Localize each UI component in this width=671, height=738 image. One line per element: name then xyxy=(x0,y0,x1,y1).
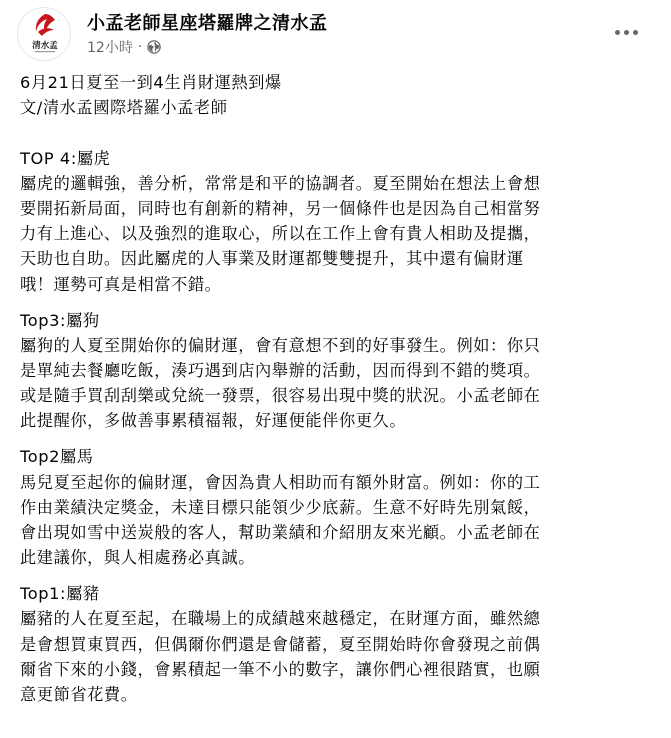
paragraph-line: 此建議你，與人相處務必真誠。 xyxy=(20,548,256,568)
paragraph-line: 意更節省花費。 xyxy=(20,685,138,705)
paragraph-line: 力有上進心、以及強烈的進取心，所以在工作上會有貴人相助及提攜， xyxy=(20,224,541,244)
globe-icon[interactable] xyxy=(147,40,161,54)
paragraph-line: 天助也自助。因此屬虎的人事業及財運都雙雙提升，其中還有偏財運 xyxy=(20,249,524,269)
meta-separator: · xyxy=(137,39,143,55)
section-horse xyxy=(20,444,660,570)
page-logo-icon xyxy=(18,8,71,61)
intro-line: 文/清水孟國際塔羅小孟老師 xyxy=(20,98,228,118)
post-text xyxy=(20,70,660,707)
post-timestamp[interactable]: 12小時 xyxy=(87,40,133,56)
section-title: Top2屬馬 xyxy=(20,447,94,467)
paragraph-line: 爾省下來的小錢，會累積起一筆不小的數字，讓你們心裡很踏實，也願 xyxy=(20,659,541,679)
section-tiger xyxy=(20,146,660,297)
post-meta xyxy=(87,37,161,57)
page-avatar[interactable] xyxy=(17,7,71,61)
page-name-link[interactable]: 小孟老師星座塔羅牌之清水孟 xyxy=(87,13,328,34)
paragraph-line: 是單純去餐廳吃飯，湊巧遇到店內舉辦的活動，因而得到不錯的獎項。 xyxy=(20,361,541,381)
paragraph-line: 屬狗的人夏至開始你的偏財運，會有意想不到的好事發生。例如：你只 xyxy=(20,335,541,355)
paragraph-line: 要開拓新局面，同時也有創新的精神，另一個條件也是因為自己相當努 xyxy=(20,199,541,218)
more-options-button[interactable] xyxy=(606,18,646,46)
section-dog xyxy=(20,308,660,434)
section-pig xyxy=(20,581,660,707)
more-horizontal-icon xyxy=(615,30,620,35)
intro-line: 6月21日夏至一到4生肖財運熱到爆 xyxy=(20,73,282,92)
paragraph-line: 哦！運勢可真是相當不錯。 xyxy=(20,274,222,294)
blank-line xyxy=(20,120,660,145)
section-title: TOP 4:屬虎 xyxy=(20,148,111,168)
paragraph-line: 此提醒你，多做善事累積福報，好運便能伴你更久。 xyxy=(20,411,407,431)
paragraph-line: 作由業績決定獎金，未達目標只能領少少底薪。生意不好時先別氣餒， xyxy=(20,497,541,517)
paragraph-line: 或是隨手買刮刮樂或兌統一發票，很容易出現中獎的狀況。小孟老師在 xyxy=(20,386,541,406)
paragraph-line: 屬豬的人在夏至起，在職場上的成績越來越穩定，在財運方面，雖然總 xyxy=(20,609,541,629)
logo-text: 清水孟 xyxy=(32,41,58,51)
paragraph-line: 馬兒夏至起你的偏財運，會因為貴人相助而有額外財富。例如：你的工 xyxy=(20,472,541,492)
post-header xyxy=(0,0,671,68)
paragraph-line: 是會想買東買西，但偶爾你們還是會儲蓄，夏至開始時你會發現之前偶 xyxy=(20,634,541,654)
section-title: Top1:屬豬 xyxy=(20,584,100,604)
paragraph-line: 會出現如雪中送炭般的客人，幫助業績和介紹朋友來光顧。小孟老師在 xyxy=(20,523,541,543)
paragraph-line: 屬虎的邏輯強，善分析，常常是和平的協調者。夏至開始在想法上會想 xyxy=(20,173,541,193)
section-title: Top3:屬狗 xyxy=(20,310,100,330)
